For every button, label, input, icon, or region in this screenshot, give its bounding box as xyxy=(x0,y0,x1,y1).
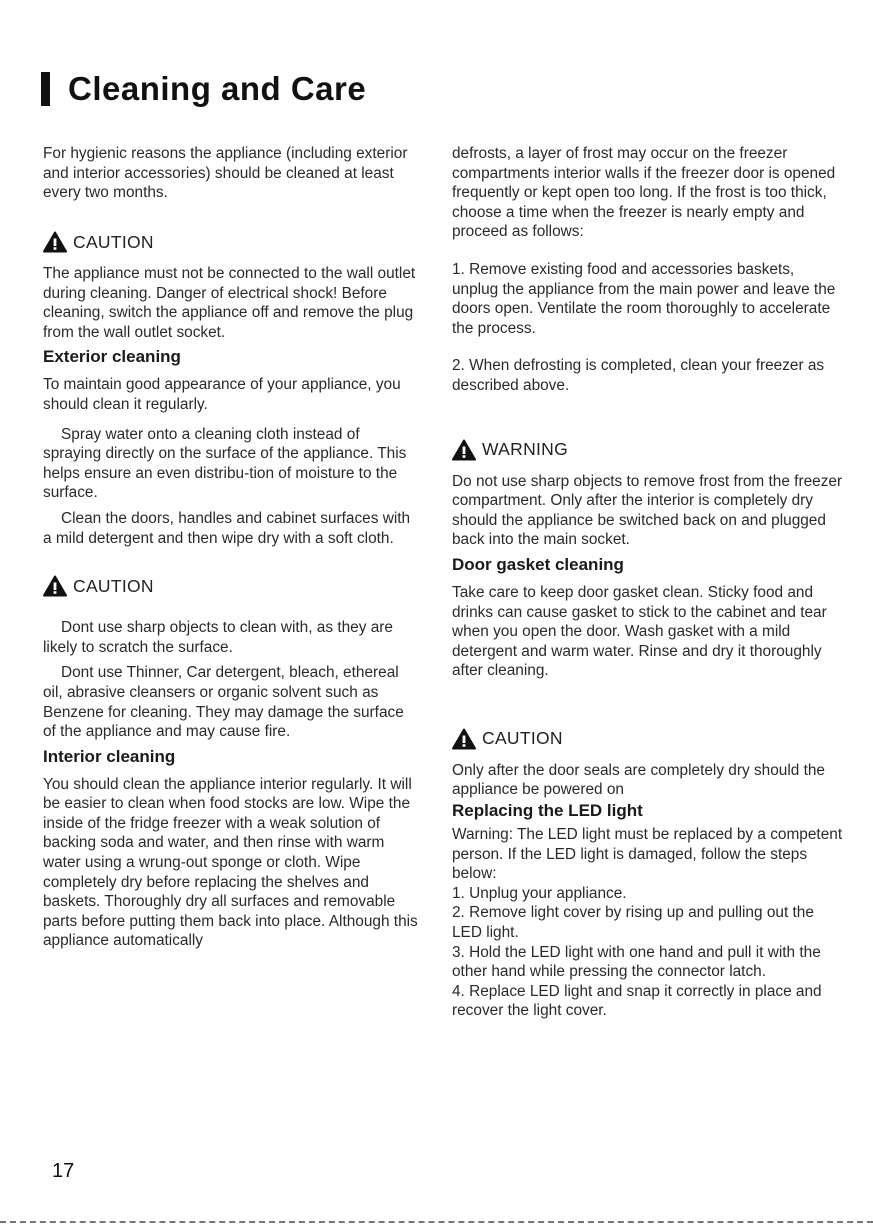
caution-notice-1 xyxy=(43,230,418,254)
list-item: 1. Unplug your appliance. xyxy=(452,884,627,902)
caution-label: CAUTION xyxy=(73,575,154,596)
caution-notice-2 xyxy=(43,574,418,598)
led-warning-text: Warning: The LED light must be replaced by a competent person. If the LED light is damaged, follow the steps below: xyxy=(452,826,843,883)
warning-triangle-icon xyxy=(452,728,476,750)
caution-3-text: Only after the door seals are completely dry should the appliance be powered on xyxy=(452,761,825,799)
led-light-heading: Replacing the LED light xyxy=(452,801,643,821)
defrost-step-1: 1. Remove existing food and accessories baskets, unplug the appliance from the main power and leave the doors open. Ventilate the room thoroughly to accelerate the process. xyxy=(452,260,836,337)
exterior-cleaning-heading: Exterior cleaning xyxy=(43,347,181,367)
title-accent-bar xyxy=(41,72,50,106)
warning-text: Do not use sharp objects to remove frost from the freezer compartment. Only after the interior is completely dry should the appliance be switched back on and plugged back into the main socket. xyxy=(452,472,843,549)
warning-triangle-icon xyxy=(452,439,476,461)
defrost-step-2: 2. When defrosting is completed, clean your freezer as described above. xyxy=(452,357,825,394)
right-column xyxy=(452,144,844,1021)
exterior-paragraph-3: Clean the doors, handles and cabinet surfaces with a mild detergent and then wipe dry with a soft cloth. xyxy=(43,509,411,547)
list-item: 4. Replace LED light and snap it correctly in place and recover the light cover. xyxy=(452,982,822,1020)
caution-1-text: The appliance must not be connected to the wall outlet during cleaning. Danger of electrical shock! Before cleaning, switch the appliance off and remove the plug from the wall outlet socket. xyxy=(43,265,416,341)
defrost-paragraph: defrosts, a layer of frost may occur on the freezer compartments interior walls if the freezer door is opened frequently or kept open too long. If the frost is too thick, choose a time when the freezer is nearly empty and proceed as follows: xyxy=(452,145,836,241)
exterior-paragraph-2: Spray water onto a cleaning cloth instead of spraying directly on the surface of the appliance. This helps ensure an even distribu-tion of moisture to the surface. xyxy=(43,425,407,502)
intro-paragraph: For hygienic reasons the appliance (including exterior and interior accessories) should be cleaned at least every two months. xyxy=(43,145,408,202)
list-item: 3. Hold the LED light with one hand and pull it with the other hand while pressing the connector latch. xyxy=(452,943,821,981)
list-item: 2. Remove light cover by rising up and pulling out the LED light. xyxy=(452,904,814,942)
bottom-divider xyxy=(0,1221,873,1223)
warning-triangle-icon xyxy=(43,231,67,253)
warning-notice xyxy=(452,438,844,462)
door-gasket-heading: Door gasket cleaning xyxy=(452,554,624,574)
page-title: Cleaning and Care xyxy=(68,70,367,107)
interior-cleaning-heading: Interior cleaning xyxy=(43,746,176,766)
left-column xyxy=(43,144,418,951)
interior-paragraph: You should clean the appliance interior regularly. It will be easier to clean when food stocks are low. Wipe the inside of the fridge freezer with a weak solution of backing soda and water, and then rinse with warm water using a wrung-out sponge or cloth. Wipe completely dry before replacing the shelves and baskets. Thoroughly dry all surfaces and removable parts before putting them back into place. Although this appliance automatically xyxy=(43,775,418,950)
caution-2-paragraph-1: Dont use sharp objects to clean with, as they are likely to scratch the surface. xyxy=(43,619,393,656)
led-steps-list xyxy=(452,884,844,1021)
warning-triangle-icon xyxy=(43,575,67,597)
page-number: 17 xyxy=(52,1160,75,1182)
caution-label: CAUTION xyxy=(482,728,563,749)
exterior-paragraph-1: To maintain good appearance of your appliance, you should clean it regularly. xyxy=(43,376,401,413)
caution-label: CAUTION xyxy=(73,231,154,252)
caution-notice-3 xyxy=(452,727,844,751)
warning-label: WARNING xyxy=(482,439,569,460)
caution-2-paragraph-2: Dont use Thinner, Car detergent, bleach, ethereal oil, abrasive cleansers or organic solvent such as Benzene for cleaning. They may damage the surface of the appliance and may cause fire. xyxy=(43,664,404,741)
door-gasket-text: Take care to keep door gasket clean. Sticky food and drinks can cause gasket to stick to the cabinet and tear when you open the door. Wash gasket with a mild detergent and warm water. Rinse and dry it thoroughly after cleaning. xyxy=(452,583,827,680)
